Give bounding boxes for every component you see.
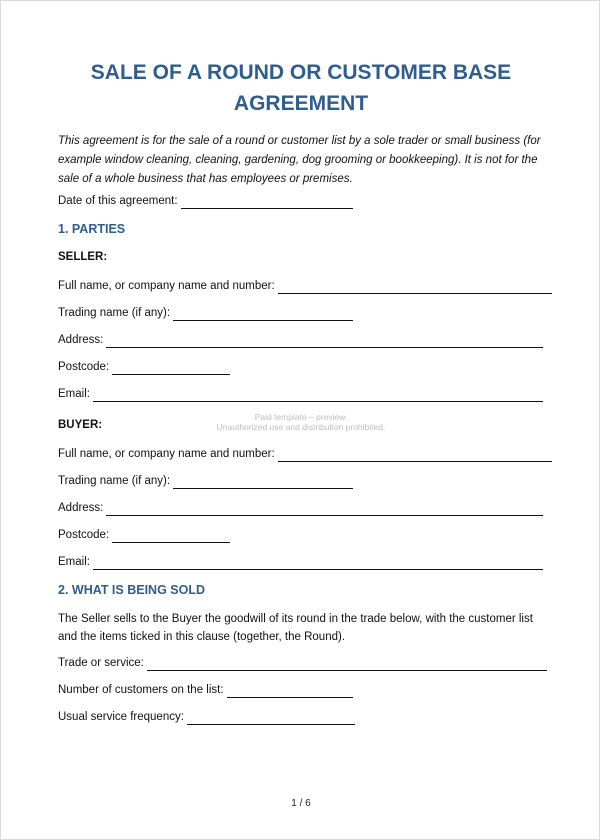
frequency-field — [58, 709, 355, 725]
seller-postcode-blank[interactable] — [112, 362, 230, 375]
buyer-heading: BUYER: — [58, 419, 103, 431]
intro-paragraph: This agreement is for the sale of a round or customer list by a sole trader or small business (for example window cleaning, cleaning, gardening, dog grooming or bookkeeping). It is not for the sale of a whole business that has employees or premises. — [58, 135, 541, 185]
section-1-heading: 1. PARTIES — [58, 222, 126, 236]
trade-blank[interactable] — [147, 658, 547, 671]
customers-field — [58, 682, 353, 698]
section-2-paragraph: The Seller sells to the Buyer the goodwill of its round in the trade below, with the customer list and the items ticked in this clause (together, the Round). — [58, 613, 533, 643]
seller-heading: SELLER: — [58, 251, 108, 263]
frequency-label: Usual service frequency: — [58, 711, 184, 723]
seller-email-blank[interactable] — [93, 389, 543, 402]
buyer-email-field — [58, 554, 543, 570]
seller-trading-name-label: Trading name (if any): — [58, 307, 171, 319]
buyer-trading-name-field — [58, 473, 353, 489]
buyer-trading-name-label: Trading name (if any): — [58, 475, 171, 487]
date-field — [58, 193, 353, 209]
date-blank[interactable] — [181, 196, 353, 209]
watermark-line-1: Paid template – preview. — [254, 412, 348, 422]
buyer-address-field — [58, 500, 543, 516]
seller-full-name-label: Full name, or company name and number: — [58, 280, 275, 292]
buyer-address-label: Address: — [58, 502, 104, 514]
customers-label: Number of customers on the list: — [58, 684, 224, 696]
buyer-trading-name-blank[interactable] — [173, 476, 353, 489]
seller-address-blank[interactable] — [106, 335, 543, 348]
buyer-email-blank[interactable] — [93, 557, 543, 570]
frequency-blank[interactable] — [187, 712, 355, 725]
watermark-line-2: Unauthorized use and distribution prohibited. — [216, 422, 386, 432]
buyer-postcode-field — [58, 527, 230, 543]
seller-postcode-label: Postcode: — [58, 361, 110, 373]
seller-trading-name-field — [58, 305, 353, 321]
seller-email-label: Email: — [58, 388, 90, 400]
buyer-full-name-blank[interactable] — [278, 449, 552, 462]
seller-address-field — [58, 332, 543, 348]
date-label: Date of this agreement: — [58, 195, 178, 207]
seller-address-label: Address: — [58, 334, 104, 346]
trade-field — [58, 655, 547, 671]
section-2-heading: 2. WHAT IS BEING SOLD — [58, 583, 205, 597]
seller-trading-name-blank[interactable] — [173, 308, 353, 321]
seller-postcode-field — [58, 359, 230, 375]
seller-full-name-blank[interactable] — [278, 281, 552, 294]
buyer-postcode-blank[interactable] — [112, 530, 230, 543]
buyer-email-label: Email: — [58, 556, 90, 568]
buyer-address-blank[interactable] — [106, 503, 543, 516]
seller-email-field — [58, 386, 543, 402]
buyer-full-name-field — [58, 446, 552, 462]
buyer-full-name-label: Full name, or company name and number: — [58, 448, 275, 460]
document-title-line-1: SALE OF A ROUND OR CUSTOMER BASE — [90, 61, 512, 84]
customers-blank[interactable] — [227, 685, 353, 698]
buyer-postcode-label: Postcode: — [58, 529, 110, 541]
page-number: 1 / 6 — [291, 798, 311, 809]
document-title-line-2: AGREEMENT — [233, 92, 369, 115]
trade-label: Trade or service: — [58, 657, 144, 669]
seller-full-name-field — [58, 278, 552, 294]
